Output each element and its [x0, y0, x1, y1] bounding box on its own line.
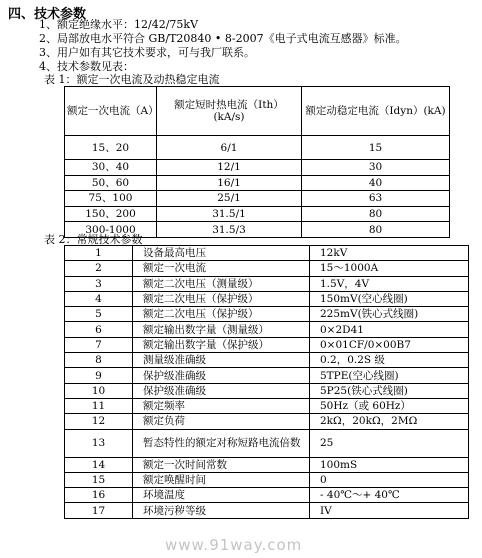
thermal-current-cell: 31.5/3: [157, 222, 302, 238]
table-header-row: [65, 87, 450, 136]
parameter-value-cell: 25: [310, 429, 469, 457]
row-number-cell: 17: [65, 503, 133, 518]
table-row: [65, 322, 469, 337]
dynamic-current-cell: 40: [302, 175, 450, 191]
parameter-value-cell: 0.2，0.2S 级: [310, 353, 469, 368]
parameter-value-cell: 100mS: [310, 457, 469, 472]
table2-caption: 表 2：常规技术参数: [44, 233, 143, 246]
item-user-requirements: 3、用户如有其它技术要求，可与我厂联系。: [39, 46, 255, 59]
primary-current-header: 额定一次电流（A）: [65, 87, 157, 136]
parameter-name-cell: 设备最高电压: [133, 246, 310, 261]
row-number-cell: 8: [65, 353, 133, 368]
row-number-cell: 5: [65, 307, 133, 322]
table-row: [65, 276, 469, 291]
primary-current-cell: 75、100: [65, 191, 157, 207]
table-row: [65, 368, 469, 383]
parameter-value-cell: 15～1000A: [310, 261, 469, 276]
row-number-cell: 6: [65, 322, 133, 337]
dynamic-current-cell: 30: [302, 160, 450, 176]
parameter-value-cell: 225mV(铁心式线圈): [310, 307, 469, 322]
parameter-name-cell: 额定二次电压（保护级）: [133, 291, 310, 306]
parameter-name-cell: 额定一次时间常数: [133, 457, 310, 472]
table-row: [65, 136, 450, 160]
row-number-cell: 13: [65, 429, 133, 457]
dynamic-current-cell: 15: [302, 136, 450, 160]
table-row: [65, 206, 450, 222]
row-number-cell: 15: [65, 472, 133, 487]
row-number-cell: 14: [65, 457, 133, 472]
primary-current-cell: 50、60: [65, 175, 157, 191]
parameter-value-cell: 2kΩ，20kΩ，2MΩ: [310, 414, 469, 429]
row-number-cell: 7: [65, 337, 133, 352]
row-number-cell: 3: [65, 276, 133, 291]
parameter-value-cell: 0: [310, 472, 469, 487]
thermal-current-cell: 12/1: [157, 160, 302, 176]
parameter-name-cell: 保护级准确级: [133, 383, 310, 398]
rated-current-table: [64, 86, 450, 238]
table-row: [65, 457, 469, 472]
parameter-value-cell: 50Hz（或 60Hz）: [310, 398, 469, 413]
row-number-cell: 1: [65, 246, 133, 261]
table-row: [65, 261, 469, 276]
parameter-name-cell: 额定二次电压（测量级）: [133, 276, 310, 291]
table-row: [65, 488, 469, 503]
thermal-current-cell: 31.5/1: [157, 206, 302, 222]
dynamic-current-header: 额定动稳定电流（Idyn）(kA): [302, 87, 450, 136]
table-row: [65, 307, 469, 322]
row-number-cell: 9: [65, 368, 133, 383]
primary-current-cell: 30、40: [65, 160, 157, 176]
parameter-value-cell: 0×2D41: [310, 322, 469, 337]
table-row: [65, 175, 450, 191]
section-title: 四、技术参数: [8, 7, 87, 22]
parameter-name-cell: 暂态特性的额定对称短路电流倍数: [133, 429, 310, 457]
parameter-name-cell: 额定一次电流: [133, 261, 310, 276]
parameter-name-cell: 保护级准确级: [133, 368, 310, 383]
table-row: [65, 160, 450, 176]
table-row: [65, 246, 469, 261]
parameter-name-cell: 额定唤醒时间: [133, 472, 310, 487]
technical-parameters-table: [64, 245, 469, 519]
table-row: [65, 414, 469, 429]
site-watermark: www.91way.com: [165, 536, 303, 554]
row-number-cell: 10: [65, 383, 133, 398]
parameter-value-cell: IV: [310, 503, 469, 518]
parameter-value-cell: 5P25(铁心式线圈): [310, 383, 469, 398]
row-number-cell: 2: [65, 261, 133, 276]
parameter-name-cell: 环境温度: [133, 488, 310, 503]
table-row: [65, 337, 469, 352]
parameter-name-cell: 测量级准确级: [133, 353, 310, 368]
parameter-value-cell: 12kV: [310, 246, 469, 261]
parameter-name-cell: 额定负荷: [133, 414, 310, 429]
table1-caption: 表 1：额定一次电流及动热稳定电流: [44, 73, 220, 86]
parameter-value-cell: - 40℃～+ 40℃: [310, 488, 469, 503]
parameter-name-cell: 额定输出数字量（测量级）: [133, 322, 310, 337]
primary-current-cell: 150、200: [65, 206, 157, 222]
table-row: [65, 503, 469, 518]
thermal-current-cell: 6/1: [157, 136, 302, 160]
row-number-cell: 16: [65, 488, 133, 503]
parameter-name-cell: 额定输出数字量（保护级）: [133, 337, 310, 352]
table-row: [65, 429, 469, 457]
parameter-value-cell: 150mV(空心线圈): [310, 291, 469, 306]
parameter-value-cell: 1.5V，4V: [310, 276, 469, 291]
table-row: [65, 353, 469, 368]
table-row: [65, 191, 450, 207]
table-row: [65, 472, 469, 487]
thermal-current-header: 额定短时热电流（Ith）(kA/s): [157, 87, 302, 136]
table-row: [65, 291, 469, 306]
parameter-value-cell: 5TPE(空心线圈): [310, 368, 469, 383]
parameter-name-cell: 额定频率: [133, 398, 310, 413]
item-insulation-level: 1、额定绝缘水平：12/42/75kV: [39, 18, 199, 31]
dynamic-current-cell: 63: [302, 191, 450, 207]
primary-current-cell: 300-1000: [65, 222, 157, 238]
parameter-name-cell: 额定二次电压（保护级）: [133, 307, 310, 322]
thermal-current-cell: 16/1: [157, 175, 302, 191]
table-row: [65, 383, 469, 398]
row-number-cell: 11: [65, 398, 133, 413]
dynamic-current-cell: 80: [302, 222, 450, 238]
row-number-cell: 4: [65, 291, 133, 306]
parameter-name-cell: 环境污秽等级: [133, 503, 310, 518]
item-parameter-tables: 4、技术参数见表：: [39, 60, 134, 73]
table-row: [65, 398, 469, 413]
parameter-value-cell: 0×01CF/0×00B7: [310, 337, 469, 352]
item-partial-discharge: 2、局部放电水平符合 GB/T20840 • 8-2007《电子式电流互感器》标准。: [39, 32, 407, 45]
thermal-current-cell: 25/1: [157, 191, 302, 207]
row-number-cell: 12: [65, 414, 133, 429]
primary-current-cell: 15、20: [65, 136, 157, 160]
dynamic-current-cell: 80: [302, 206, 450, 222]
